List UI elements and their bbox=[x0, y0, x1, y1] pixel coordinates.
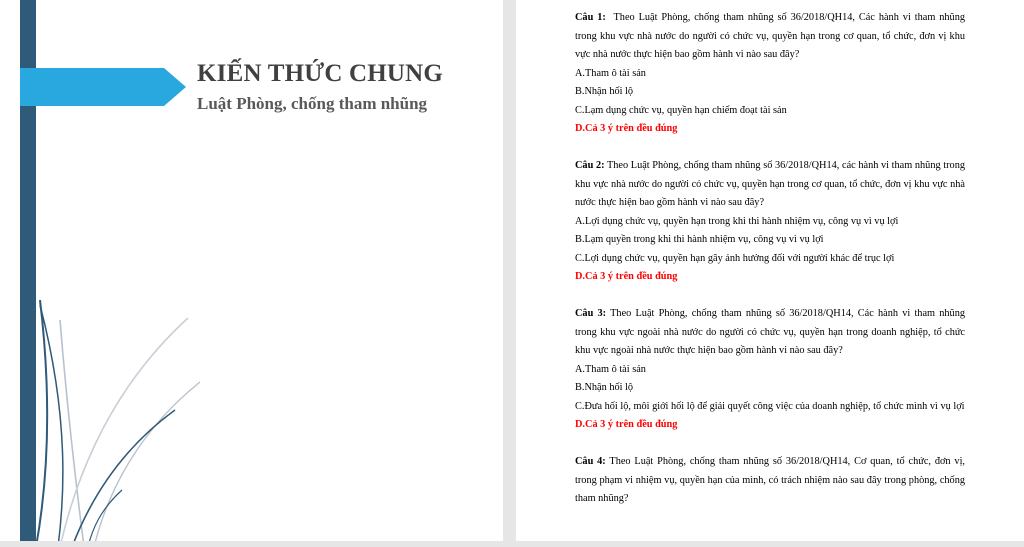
cover-page bbox=[0, 0, 503, 547]
question-3 bbox=[575, 305, 965, 435]
questions-page bbox=[516, 0, 1024, 547]
question-body: Theo Luật Phòng, chống tham nhũng số 36/2018/QH14, Các hành vi tham nhũng trong khu vực ngoài nhà nước do người có chức vụ, quyền hạn trong doanh nghiệp, tổ chức khu vực ngoài nhà nước thực hiện bao gồm hành vi nào sau đây? bbox=[575, 308, 965, 356]
question-body: Theo Luật Phòng, chống tham nhũng số 36/2018/QH14, Cơ quan, tổ chức, đơn vị, trong phạm vi nhiệm vụ, quyền hạn của mình, có trách nhiệm nào sau đây trong phòng, chống tham nhũng? bbox=[575, 456, 966, 504]
option-c: C.Lợi dụng chức vụ, quyền hạn gây ảnh hưởng đối với người khác để trục lợi bbox=[575, 252, 895, 264]
question-text bbox=[575, 9, 965, 65]
option-b: B.Lạm quyền trong khi thi hành nhiệm vụ, công vụ vì vụ lợi bbox=[575, 234, 824, 245]
questions-list bbox=[575, 9, 965, 527]
correct-answer: D.Cả 3 ý trên đều đúng bbox=[575, 271, 678, 282]
question-text bbox=[575, 305, 965, 361]
question-text bbox=[575, 453, 965, 509]
option-c: C.Lạm dụng chức vụ, quyền hạn chiếm đoạt tài sản bbox=[575, 104, 787, 116]
question-1 bbox=[575, 9, 965, 139]
question-4 bbox=[575, 453, 965, 509]
question-label: Câu 4: bbox=[575, 456, 606, 467]
decorative-curves bbox=[0, 300, 200, 547]
option-b: B.Nhận hối lộ bbox=[575, 86, 634, 97]
question-body: Theo Luật Phòng, chống tham nhũng số 36/2018/QH14, các hành vi tham nhũng trong khu vực nhà nước do người có chức vụ, quyền hạn trong cơ quan, tổ chức, đơn vị khu vực nhà nước thực hiện bao gồm hành vi nào sau đây? bbox=[575, 160, 965, 208]
option-c: C.Đưa hối lộ, môi giới hối lộ để giải quyết công việc của doanh nghiệp, tổ chức mình vì vụ lợi bbox=[575, 400, 965, 412]
cover-arrow-banner bbox=[20, 68, 186, 106]
correct-answer: D.Cả 3 ý trên đều đúng bbox=[575, 419, 678, 430]
cover-title: KIẾN THỨC CHUNG bbox=[197, 60, 444, 87]
question-body: Theo Luật Phòng, chống tham nhũng số 36/2018/QH14, Các hành vi tham nhũng trong khu vực nhà nước do người có chức vụ, quyền hạn trong cơ quan, tổ chức, đơn vị khu vực nhà nước thực hiện bao gồm hành vi nào sau đây? bbox=[575, 12, 965, 60]
question-label: Câu 3: bbox=[575, 308, 607, 319]
page-gap bbox=[503, 0, 516, 547]
correct-answer: D.Cả 3 ý trên đều đúng bbox=[575, 123, 678, 134]
question-2 bbox=[575, 157, 965, 287]
question-label: Câu 1: bbox=[575, 12, 606, 23]
question-text bbox=[575, 157, 965, 213]
cover-subtitle: Luật Phòng, chống tham nhũng bbox=[197, 94, 428, 113]
option-a: A.Tham ô tài sản bbox=[575, 67, 646, 79]
question-label: Câu 2: bbox=[575, 160, 605, 171]
option-b: B.Nhận hối lộ bbox=[575, 382, 634, 393]
option-a: A.Lợi dụng chức vụ, quyền hạn trong khi thi hành nhiệm vụ, công vụ vì vụ lợi bbox=[575, 215, 899, 227]
bottom-scroll-strip bbox=[0, 541, 1024, 547]
option-a: A.Tham ô tài sản bbox=[575, 363, 646, 375]
